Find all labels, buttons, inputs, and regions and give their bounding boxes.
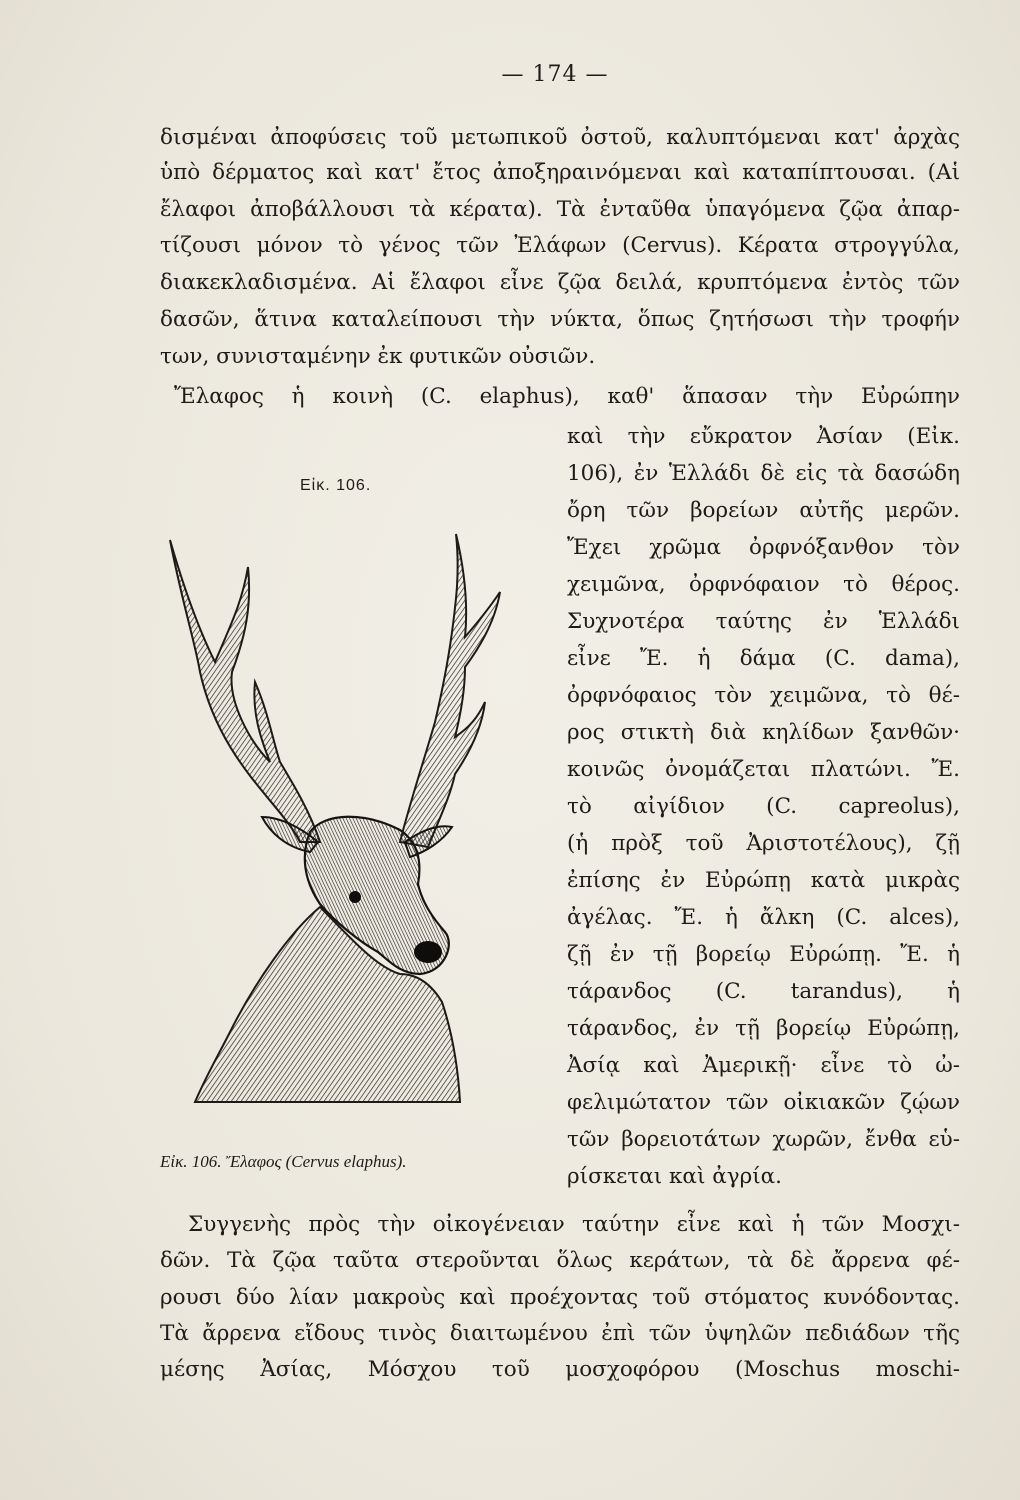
text-line: μέσης Ἀσίας, Μόσχου τοῦ μοσχοφόρου (Moschus moschi- (160, 1357, 960, 1382)
text-line: ρίσκεται καὶ ἀγρία. (567, 1164, 783, 1189)
text-line: κοινῶς ὀνομάζεται πλατώνι. Ἔ. (567, 757, 960, 782)
text-line: ἀγέλας. Ἔ. ἡ ἄλκη (C. alces), (567, 905, 960, 930)
text-line: ὀρφνόφαιος τὸν χειμῶνα, τὸ θέ- (567, 683, 960, 708)
text-line: των, συνισταμένην ἐκ φυτικῶν οὐσιῶν. (160, 344, 596, 369)
text-line: δῶν. Τὰ ζῷα ταῦτα στεροῦνται ὅλως κεράτων, τὰ δὲ ἄρρενα φέ- (160, 1248, 960, 1273)
text-line: καὶ τὴν εὔκρατον Ἀσίαν (Εἰκ. (567, 424, 960, 449)
text-line: Ἔχει χρῶμα ὀρφνόξανθον τὸν (567, 535, 960, 560)
text-line: δασῶν, ἅτινα καταλείπουσι τὴν νύκτα, ὅπως ζητήσωσι τὴν τροφήν (160, 307, 960, 332)
figure-label: Εἰκ. 106. (300, 477, 372, 494)
text-line: τάρανδος, ἐν τῇ βορείῳ Εὐρώπῃ, (567, 1016, 960, 1041)
deer-illustration (160, 512, 555, 1152)
text-line: ζῇ ἐν τῇ βορείῳ Εὐρώπῃ. Ἔ. ἡ (567, 942, 960, 967)
text-line: Τὰ ἄρρενα εἴδους τινὸς διαιτωμένου ἐπὶ τῶν ὑψηλῶν πεδιάδων τῆς (160, 1321, 960, 1346)
text-line: ὄρη τῶν βορείων αὐτῆς μερῶν. (567, 498, 960, 523)
figure-caption: Εἰκ. 106. Ἔλαφος (Cervus elaphus). (160, 1152, 407, 1171)
text-line: Συγγενὴς πρὸς τὴν οἰκογένειαν ταύτην εἶνε καὶ ἡ τῶν Μοσχι- (188, 1212, 960, 1237)
text-line: εἶνε Ἔ. ἡ δάμα (C. dama), (567, 646, 960, 671)
text-line: τίζουσι μόνον τὸ γένος τῶν Ἐλάφων (Cervus). Κέρατα στρογγύλα, (160, 233, 960, 258)
text-line: Ἀσίᾳ καὶ Ἀμερικῇ· εἶνε τὸ ὠ- (567, 1053, 960, 1078)
text-line: Συχνοτέρα ταύτης ἐν Ἑλλάδι (567, 609, 960, 634)
text-line: ἔλαφοι ἀποβάλλουσι τὰ κέρατα). Τὰ ἐνταῦθα ὑπαγόμενα ζῷα ἀπαρ- (160, 197, 960, 222)
text-line: ρος στικτὴ διὰ κηλίδων ξανθῶν· (567, 720, 960, 745)
text-line: ἐπίσης ἐν Εὐρώπῃ κατὰ μικρὰς (567, 868, 960, 893)
text-line: τὸ αἰγίδιον (C. capreolus), (567, 794, 960, 819)
text-line: χειμῶνα, ὀρφνόφαιον τὸ θέρος. (567, 572, 960, 597)
text-line: φελιμώτατον τῶν οἰκιακῶν ζῴων (567, 1090, 960, 1115)
text-line: δισμέναι ἀποφύσεις τοῦ μετωπικοῦ ὀστοῦ, καλυπτόμεναι κατ' ἀρχὰς (160, 125, 960, 150)
text-line: (ἡ πρὸξ τοῦ Ἀριστοτέλους), ζῇ (567, 831, 960, 856)
page-number: — 174 — (501, 62, 609, 87)
text-line: τῶν βορειοτάτων χωρῶν, ἔνθα εὑ- (567, 1127, 960, 1152)
text-line: ρουσι δύο λίαν μακροὺς καὶ προέχοντας τοῦ στόματος κυνόδοντας. (160, 1285, 960, 1310)
text-line: διακεκλαδισμένα. Αἱ ἔλαφοι εἶνε ζῷα δειλά, κρυπτόμενα ἐντὸς τῶν (160, 270, 960, 295)
text-line-heading: Ἔλαφος ἡ κοινὴ (C. elaphus), καθ' ἅπασαν τὴν Εὐρώπην (174, 384, 960, 409)
text-line: 106), ἐν Ἑλλάδι δὲ εἰς τὰ δασώδη (567, 461, 960, 486)
text-line: τάρανδος (C. tarandus), ἡ (567, 979, 960, 1004)
text-line: ὑπὸ δέρματος καὶ κατ' ἔτος ἀποξηραινόμεναι καὶ καταπίπτουσαι. (Αἱ (160, 160, 960, 185)
